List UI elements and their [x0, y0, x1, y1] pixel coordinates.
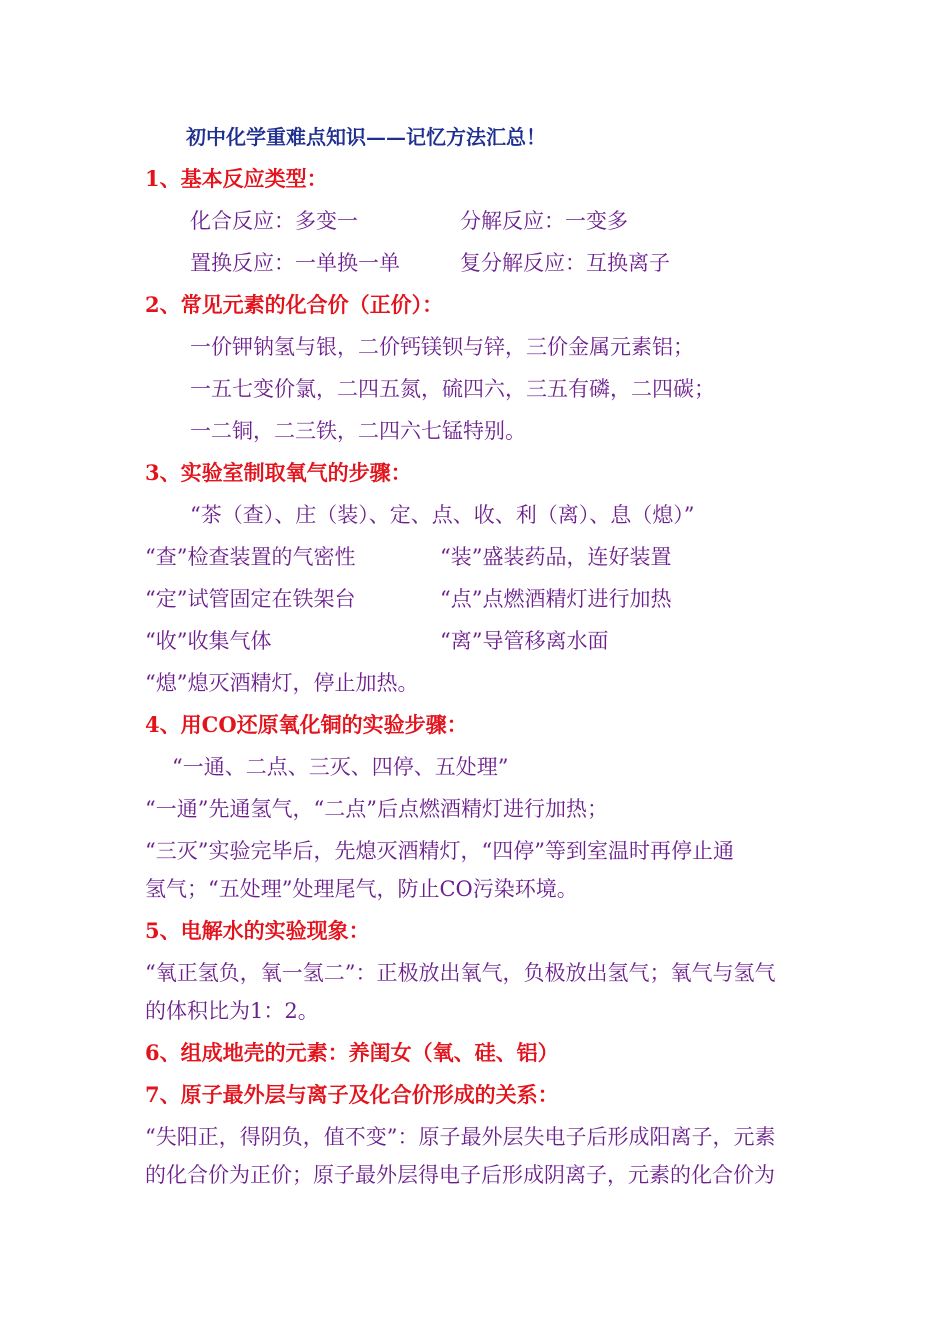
section-4-mnemonic: “一通、二点、三灭、四停、五处理”: [172, 755, 509, 779]
section-3-mnemonic: “茶（查）、庄（装）、定、点、收、利（离）、息（熄）”: [190, 503, 695, 527]
section-7-line-1: “失阳正，得阴负，值不变”：原子最外层失电子后形成阳离子，元素: [145, 1125, 776, 1149]
section-1-heading: 1、基本反应类型：: [145, 166, 328, 191]
section-1-row-2-right: 复分解反应：互换离子: [460, 251, 670, 275]
section-7-heading: 7、原子最外层与离子及化合价形成的关系：: [145, 1082, 559, 1107]
section-3-row-3-right: “离”导管移离水面: [440, 629, 609, 653]
section-2-line-2: 一五七变价氯，二四五氮，硫四六，三五有磷，二四碳；: [190, 377, 715, 401]
document-title: 初中化学重难点知识——记忆方法汇总！: [186, 125, 546, 149]
section-3-heading: 3、实验室制取氧气的步骤：: [145, 460, 412, 485]
section-4-line-3: 氢气；“五处理”处理尾气，防止CO污染环境。: [145, 877, 578, 901]
section-3-row-1-right: “装”盛装药品，连好装置: [440, 545, 672, 569]
section-3-row-2-right: “点”点燃酒精灯进行加热: [440, 587, 672, 611]
section-1-row-2-left: 置换反应：一单换一单: [190, 251, 400, 275]
section-5-line-1: “氧正氢负，氧一氢二”：正极放出氧气，负极放出氢气；氧气与氢气: [145, 961, 776, 985]
section-1-row-1-right: 分解反应：一变多: [460, 209, 628, 233]
section-7-line-2: 的化合价为正价；原子最外层得电子后形成阴离子，元素的化合价为: [145, 1163, 775, 1187]
section-4-heading: 4、用CO还原氧化铜的实验步骤：: [145, 712, 468, 737]
section-3-row-3-left: “收”收集气体: [145, 629, 272, 653]
section-1-row-1-left: 化合反应：多变一: [190, 209, 358, 233]
section-5-line-2: 的体积比为1：2。: [145, 999, 319, 1023]
section-2-heading: 2、常见元素的化合价（正价）：: [145, 292, 444, 317]
section-3-row-2-left: “定”试管固定在铁架台: [145, 587, 356, 611]
section-3-row-1-left: “查”检查装置的气密性: [145, 545, 356, 569]
section-4-line-2: “三灭”实验完毕后，先熄灭酒精灯，“四停”等到室温时再停止通: [145, 839, 734, 863]
section-3-line-1: “熄”熄灭酒精灯，停止加热。: [145, 671, 419, 695]
section-2-line-3: 一二铜，二三铁，二四六七锰特别。: [190, 419, 526, 443]
section-6-heading: 6、组成地壳的元素：养闺女（氧、硅、铝）: [145, 1040, 559, 1065]
section-5-heading: 5、电解水的实验现象：: [145, 918, 370, 943]
section-4-line-1: “一通”先通氢气，“二点”后点燃酒精灯进行加热；: [145, 797, 608, 821]
section-2-line-1: 一价钾钠氢与银，二价钙镁钡与锌，三价金属元素铝；: [190, 335, 694, 359]
